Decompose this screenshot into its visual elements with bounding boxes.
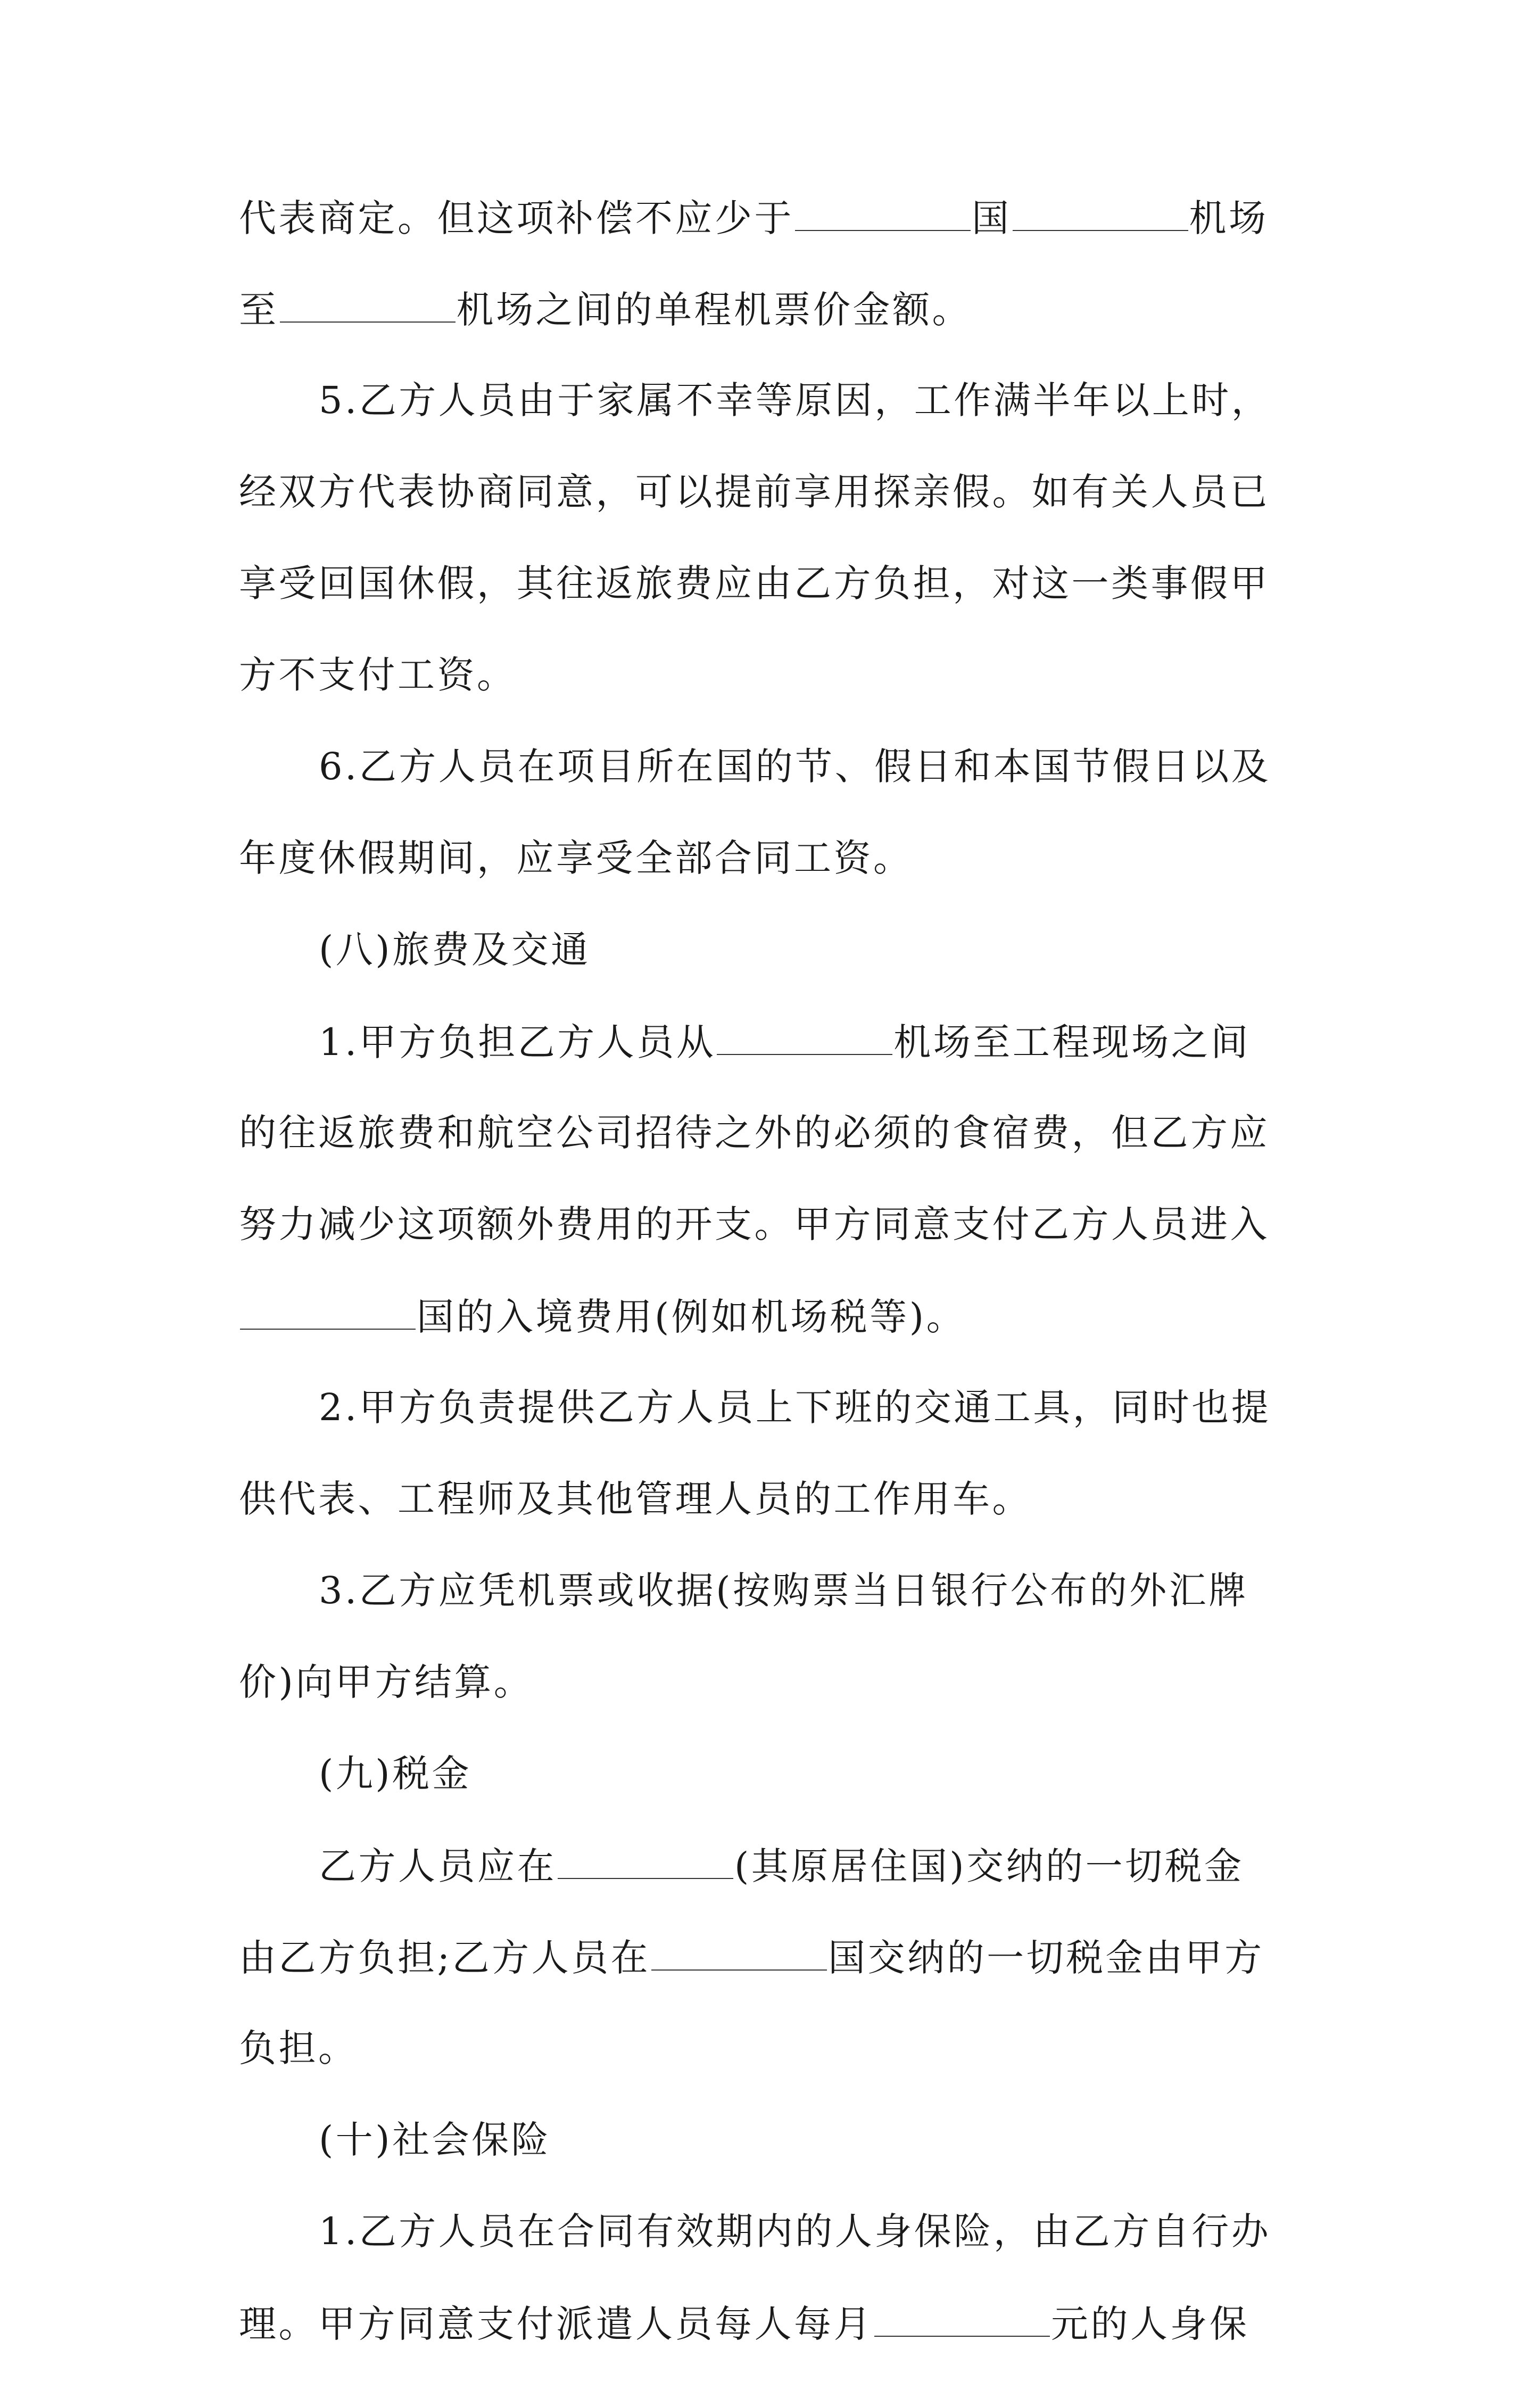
text-segment: 5.乙方人员由于家属不幸等原因，工作满半年以上时， [319,378,1271,422]
text-line [239,1474,1309,1523]
text-segment: (九)税金 [319,1752,472,1795]
text-segment: 经双方代表协商同意，可以提前享用探亲假。如有关人员已 [239,470,1270,514]
text-segment: 价)向甲方结算。 [239,1660,534,1704]
text-segment: 机场之间的单程机票价金额。 [456,288,972,332]
text-segment: 年度休假期间，应享受全部合同工资。 [239,836,913,880]
text-segment: 至 [239,288,279,332]
fill-in-blank[interactable] [1013,193,1188,231]
text-segment: 努力减少这项额外费用的开支。甲方同意支付乙方人员进入 [239,1202,1270,1246]
text-line [239,193,1309,242]
text-line [239,467,1309,516]
text-line [239,1566,1309,1615]
text-line [239,376,1309,425]
text-segment: 6.乙方人员在项目所在国的节、假日和本国节假日以及 [319,745,1271,788]
fill-in-blank[interactable] [795,193,971,231]
text-segment: 国的入境费用(例如机场税等)。 [417,1295,966,1339]
text-segment: (其原居住国)交纳的一切税金 [734,1844,1244,1888]
text-line [239,2207,1309,2256]
text-segment: 享受回国休假，其往返旅费应由乙方负担，对这一类事假甲 [239,562,1270,605]
text-line [239,834,1309,883]
fill-in-blank[interactable] [651,1932,827,1971]
fill-in-blank[interactable] [874,2298,1050,2337]
section-heading [239,2115,1309,2164]
text-line [239,2298,1309,2347]
text-segment: 机场 [1189,196,1269,240]
text-segment: 3.乙方应凭机票或收据(按购票当日银行公布的外汇牌 [319,1569,1248,1612]
text-segment: 国 [972,196,1012,240]
text-segment: 的往返旅费和航空公司招待之外的必须的食宿费，但乙方应 [239,1111,1270,1155]
text-segment: 机场至工程现场之间 [893,1020,1251,1064]
text-segment: 元的人身保 [1051,2302,1249,2346]
text-line [239,1658,1309,1707]
text-segment: 乙方人员应在 [319,1844,557,1888]
text-line [239,1932,1309,1981]
text-line [239,1383,1309,1432]
text-line [239,1291,1309,1340]
text-segment: 供代表、工程师及其他管理人员的工作用车。 [239,1477,1032,1521]
text-segment: 国交纳的一切税金由甲方 [828,1936,1264,1980]
text-segment: 负担。 [239,2026,358,2070]
text-segment: 代表商定。但这项补偿不应少于 [239,196,794,240]
document-page [239,193,1309,2390]
text-segment: 理。甲方同意支付派遣人员每人每月 [239,2302,873,2346]
fill-in-blank[interactable] [280,284,456,323]
section-heading [239,925,1309,974]
text-line [239,1200,1309,1249]
text-line [239,650,1309,699]
text-segment: 方不支付工资。 [239,653,517,697]
text-line [239,1017,1309,1066]
fill-in-blank[interactable] [558,1841,733,1879]
fill-in-blank[interactable] [240,1291,416,1330]
text-segment: (八)旅费及交通 [319,928,591,971]
text-line [239,559,1309,608]
section-heading [239,1749,1309,1798]
text-line [239,742,1309,791]
text-segment: 1.甲方负担乙方人员从 [319,1020,716,1064]
fill-in-blank[interactable] [717,1017,892,1055]
text-line [239,2024,1309,2073]
text-segment: 1.乙方人员在合同有效期内的人身保险，由乙方自行办 [319,2210,1271,2253]
text-line [239,1841,1309,1890]
text-segment: 2.甲方负责提供乙方人员上下班的交通工具，同时也提 [319,1386,1271,1429]
text-segment: 由乙方负担;乙方人员在 [239,1936,651,1980]
text-segment: (十)社会保险 [319,2118,551,2162]
text-line [239,1108,1309,1157]
text-line [239,284,1309,333]
